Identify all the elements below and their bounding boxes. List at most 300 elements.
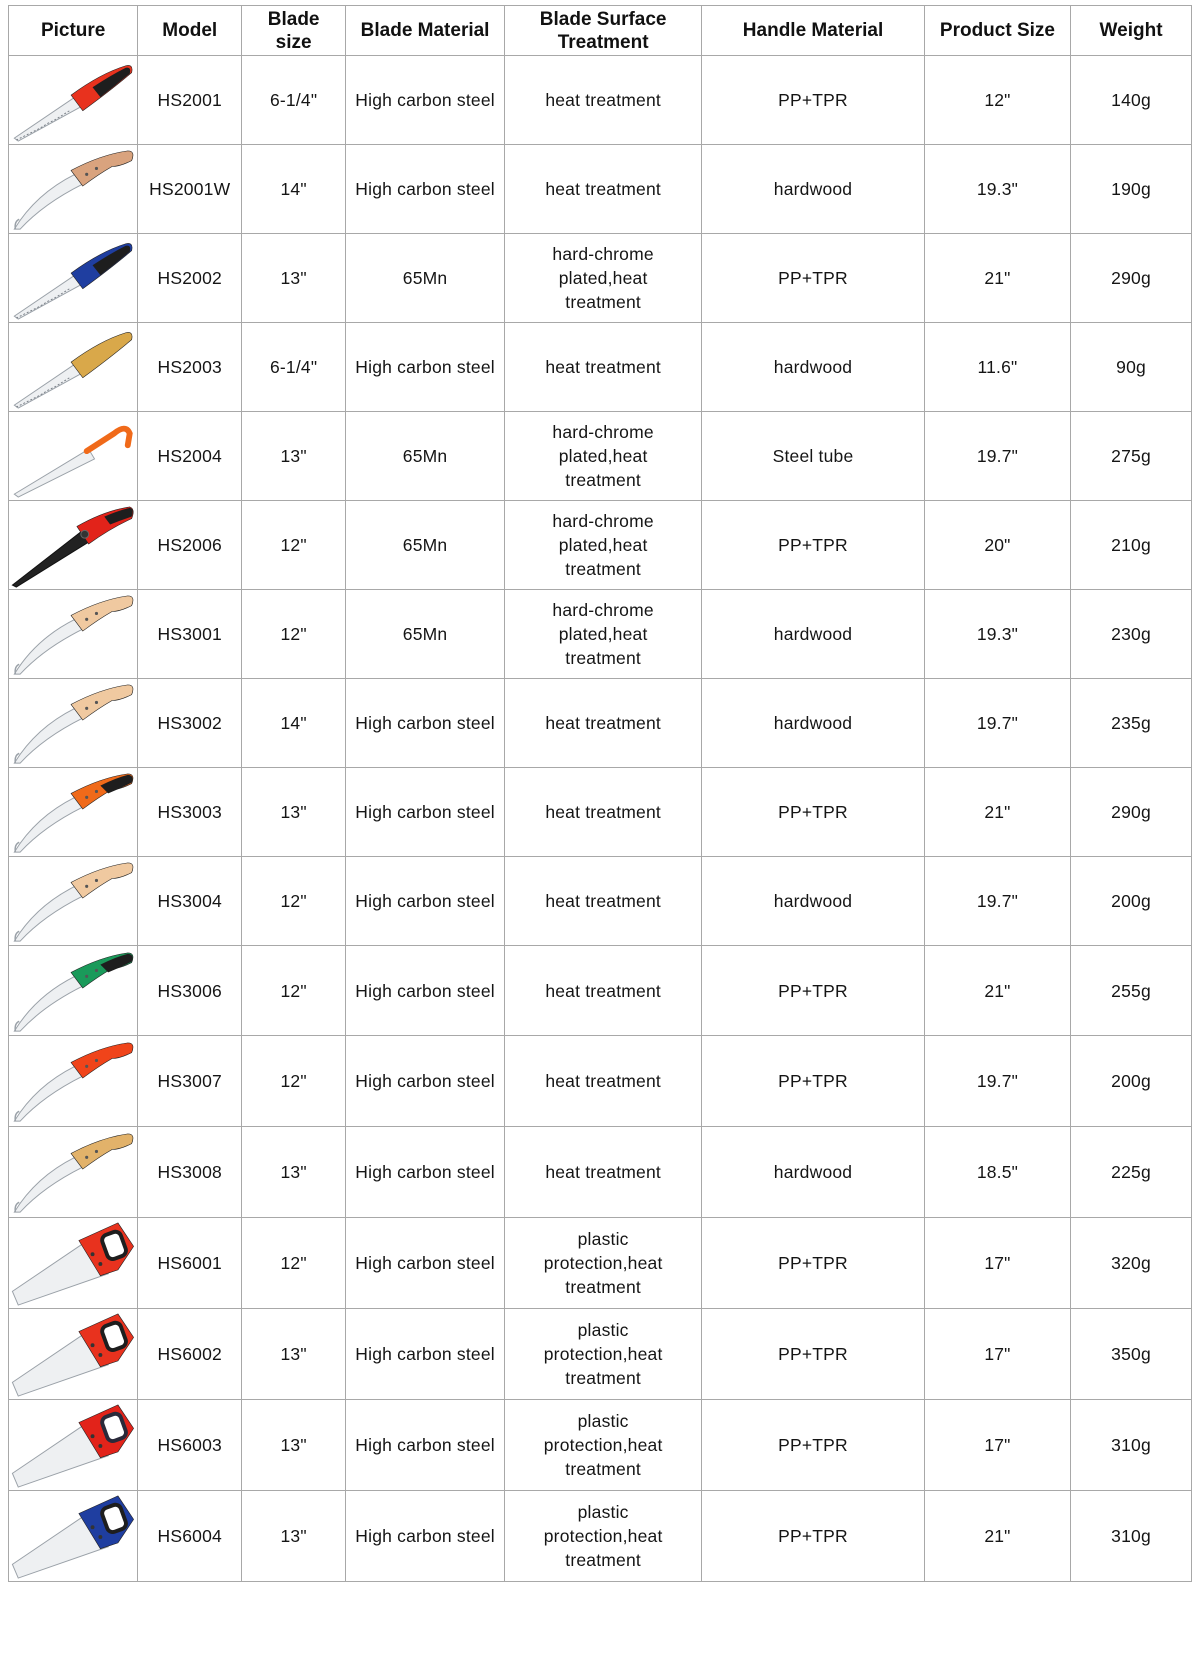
blade-treatment-cell-text: plastic protection,heat treatment [543,1502,663,1570]
blade-treatment-cell-text: heat treatment [545,357,661,377]
model-cell-text: HS3004 [157,891,222,911]
blade-size-cell [242,857,346,946]
handle-material-cell [702,1127,925,1218]
model-cell-text: HS2003 [157,357,222,377]
saw-product-image [9,1219,137,1307]
model-cell [138,1400,242,1491]
table-row [9,323,1192,412]
blade-material-cell-text: High carbon steel [355,90,495,110]
table-row [9,1218,1192,1309]
blade-material-cell [346,1036,505,1127]
blade-size-cell-text: 6-1/4" [269,357,318,377]
weight-cell [1071,501,1192,590]
handle-material-cell-text: Steel tube [772,446,854,466]
blade-material-cell-text: High carbon steel [355,713,495,733]
model-cell [138,323,242,412]
blade-material-cell [346,590,505,679]
model-cell-text: HS6002 [157,1344,222,1364]
model-cell-text: HS3001 [157,624,222,644]
picture-cell [9,1309,138,1400]
table-row [9,56,1192,145]
picture-cell [9,1218,138,1309]
saw-product-image [9,145,137,233]
header-model: Model [138,6,242,56]
picture-cell [9,857,138,946]
product-size-cell-text: 17" [984,1344,1011,1364]
blade-material-cell [346,1127,505,1218]
weight-cell [1071,234,1192,323]
blade-treatment-cell [505,590,702,679]
weight-cell-text: 235g [1111,713,1151,733]
weight-cell [1071,1400,1192,1491]
header-blade-surface-treatment: Blade Surface Treatment [505,6,702,56]
blade-treatment-cell-text: hard-chrome plated,heat treatment [552,511,654,579]
blade-size-cell-text: 13" [280,802,307,822]
product-size-cell [924,412,1070,501]
product-size-cell [924,145,1070,234]
blade-size-cell-text: 14" [280,179,307,199]
header-product-size: Product Size [924,6,1070,56]
saw-product-image [9,1401,137,1489]
weight-cell-text: 230g [1111,624,1151,644]
table-body [9,56,1192,1582]
blade-size-cell [242,145,346,234]
blade-size-cell [242,946,346,1036]
blade-material-cell-text: High carbon steel [355,1253,495,1273]
model-cell-text: HS6004 [157,1526,222,1546]
model-cell [138,1127,242,1218]
model-cell [138,1491,242,1582]
picture-cell [9,56,138,145]
model-cell [138,234,242,323]
picture-cell [9,1127,138,1218]
blade-treatment-cell-text: heat treatment [545,1071,661,1091]
blade-size-cell-text: 13" [280,1344,307,1364]
handle-material-cell [702,590,925,679]
handle-material-cell [702,1491,925,1582]
blade-material-cell-text: High carbon steel [355,1435,495,1455]
blade-treatment-cell-text: heat treatment [545,891,661,911]
blade-material-cell [346,768,505,857]
model-cell [138,857,242,946]
handle-material-cell [702,679,925,768]
blade-size-cell-text: 13" [280,1435,307,1455]
product-size-cell-text: 21" [984,268,1011,288]
product-size-cell [924,679,1070,768]
saw-product-image [9,590,137,678]
handle-material-cell [702,1036,925,1127]
weight-cell-text: 290g [1111,802,1151,822]
blade-treatment-cell [505,1491,702,1582]
weight-cell [1071,590,1192,679]
product-size-cell-text: 21" [984,980,1011,1001]
table-row [9,412,1192,501]
header-handle-material: Handle Material [702,6,925,56]
weight-cell [1071,1218,1192,1309]
model-cell-text: HS6001 [157,1253,222,1273]
picture-cell [9,323,138,412]
blade-treatment-cell [505,857,702,946]
blade-size-cell-text: 12" [280,535,307,555]
blade-material-cell [346,145,505,234]
blade-treatment-cell-text: plastic protection,heat treatment [543,1229,663,1297]
handle-material-cell [702,56,925,145]
blade-treatment-cell [505,679,702,768]
product-size-cell-text: 19.7" [976,891,1019,911]
table-row [9,501,1192,590]
handle-material-cell-text: hardwood [773,891,853,911]
saw-product-image [9,323,137,411]
blade-material-cell [346,857,505,946]
model-cell [138,1309,242,1400]
handle-material-cell-text: PP+TPR [778,1071,848,1091]
model-cell-text: HS2004 [157,446,222,466]
blade-size-cell [242,1218,346,1309]
handle-material-cell-text: PP+TPR [778,535,848,555]
weight-cell-text: 310g [1111,1526,1151,1546]
blade-size-cell-text: 13" [280,268,307,288]
blade-material-cell-text: High carbon steel [355,1071,495,1091]
weight-cell [1071,323,1192,412]
spec-sheet [8,5,1192,1582]
handle-material-cell [702,768,925,857]
weight-cell [1071,679,1192,768]
table-row [9,1491,1192,1582]
table-row [9,1127,1192,1218]
weight-cell-text: 140g [1111,90,1151,110]
header-row [9,6,1192,56]
blade-size-cell [242,323,346,412]
weight-cell-text: 210g [1111,535,1151,555]
blade-treatment-cell [505,1036,702,1127]
saw-product-image [9,412,137,500]
model-cell [138,501,242,590]
model-cell-text: HS3006 [157,980,222,1001]
table-row [9,1309,1192,1400]
blade-material-cell [346,501,505,590]
blade-size-cell-text: 12" [280,891,307,911]
header-blade-size: Blade size [242,6,346,56]
product-size-cell [924,323,1070,412]
blade-treatment-cell [505,768,702,857]
handle-material-cell [702,234,925,323]
blade-material-cell-text: High carbon steel [355,179,495,199]
model-cell [138,412,242,501]
model-cell-text: HS3007 [157,1071,222,1091]
weight-cell-text: 290g [1111,268,1151,288]
table-row [9,234,1192,323]
blade-material-cell [346,1309,505,1400]
blade-treatment-cell-text: plastic protection,heat treatment [543,1411,663,1479]
weight-cell-text: 200g [1111,1071,1151,1091]
blade-material-cell-text: 65Mn [402,535,448,555]
saw-product-image [9,234,137,322]
model-cell [138,1036,242,1127]
model-cell [138,56,242,145]
product-size-cell-text: 17" [984,1253,1011,1273]
handle-material-cell [702,946,925,1036]
blade-material-cell-text: 65Mn [402,268,448,288]
blade-treatment-cell [505,1218,702,1309]
picture-cell [9,768,138,857]
blade-treatment-cell [505,323,702,412]
blade-size-cell [242,1036,346,1127]
weight-cell [1071,1309,1192,1400]
product-size-cell [924,857,1070,946]
product-size-cell-text: 11.6" [977,357,1018,377]
saw-product-image [9,857,137,945]
product-size-cell [924,1491,1070,1582]
blade-size-cell-text: 12" [280,1253,307,1273]
table-row [9,768,1192,857]
blade-size-cell-text: 13" [280,446,307,466]
product-size-cell [924,234,1070,323]
blade-treatment-cell [505,1309,702,1400]
handle-material-cell [702,501,925,590]
model-cell-text: HS2006 [157,535,222,555]
blade-size-cell [242,1127,346,1218]
blade-size-cell [242,56,346,145]
weight-cell-text: 190g [1111,179,1151,199]
product-size-cell-text: 19.3" [976,624,1019,644]
picture-cell [9,501,138,590]
product-size-cell [924,1218,1070,1309]
blade-treatment-cell-text: heat treatment [545,802,661,822]
saw-product-image [9,1128,137,1216]
product-size-cell [924,1309,1070,1400]
blade-treatment-cell [505,145,702,234]
model-cell-text: HS2001 [157,90,222,110]
saw-product-image [9,679,137,767]
blade-material-cell-text: High carbon steel [355,1344,495,1364]
handle-material-cell [702,857,925,946]
weight-cell [1071,412,1192,501]
handle-material-cell-text: hardwood [773,357,853,377]
handle-material-cell-text: hardwood [773,179,853,199]
blade-material-cell [346,234,505,323]
picture-cell [9,412,138,501]
blade-material-cell [346,323,505,412]
blade-treatment-cell [505,501,702,590]
weight-cell-text: 275g [1111,446,1151,466]
blade-treatment-cell [505,1127,702,1218]
handle-material-cell-text: PP+TPR [778,1344,848,1364]
blade-material-cell [346,1491,505,1582]
saw-product-image [9,1492,137,1580]
blade-size-cell [242,1491,346,1582]
blade-material-cell [346,1400,505,1491]
handle-material-cell [702,323,925,412]
blade-treatment-cell [505,946,702,1036]
blade-material-cell [346,1218,505,1309]
table-row [9,145,1192,234]
product-size-cell [924,501,1070,590]
handle-material-cell-text: PP+TPR [778,268,848,288]
model-cell [138,145,242,234]
handle-material-cell-text: PP+TPR [778,1253,848,1273]
blade-size-cell [242,590,346,679]
blade-treatment-cell-text: heat treatment [545,90,661,110]
blade-treatment-cell-text: heat treatment [545,713,661,733]
picture-cell [9,946,138,1036]
blade-treatment-cell-text: heat treatment [545,179,661,199]
blade-size-cell [242,234,346,323]
weight-cell [1071,857,1192,946]
blade-treatment-cell [505,412,702,501]
blade-material-cell [346,946,505,1036]
weight-cell [1071,1491,1192,1582]
table-row [9,946,1192,1036]
picture-cell [9,234,138,323]
weight-cell [1071,1127,1192,1218]
weight-cell-text: 90g [1116,357,1146,377]
handle-material-cell [702,1309,925,1400]
model-cell-text: HS3008 [157,1162,222,1182]
weight-cell-text: 320g [1111,1253,1151,1273]
weight-cell [1071,145,1192,234]
header-blade-material: Blade Material [346,6,505,56]
blade-size-cell-text: 13" [280,1526,307,1546]
product-size-cell-text: 18.5" [976,1162,1019,1182]
blade-size-cell [242,501,346,590]
handle-material-cell [702,412,925,501]
product-size-cell-text: 17" [984,1435,1011,1455]
model-cell-text: HS3003 [157,802,222,822]
blade-size-cell [242,679,346,768]
saw-product-image [9,1310,137,1398]
handle-material-cell-text: hardwood [773,1162,853,1182]
handle-material-cell-text: PP+TPR [778,1435,848,1455]
model-cell [138,1218,242,1309]
blade-treatment-cell-text: hard-chrome plated,heat treatment [552,600,654,668]
blade-material-cell-text: High carbon steel [355,357,495,377]
picture-cell [9,145,138,234]
weight-cell [1071,946,1192,1036]
blade-size-cell [242,768,346,857]
saw-product-image [9,1037,137,1125]
product-size-cell [924,1127,1070,1218]
header-picture: Picture [9,6,138,56]
weight-cell [1071,1036,1192,1127]
model-cell [138,946,242,1036]
blade-treatment-cell-text: hard-chrome plated,heat treatment [552,244,654,312]
product-size-cell [924,590,1070,679]
product-size-cell-text: 21" [984,1526,1011,1546]
blade-treatment-cell [505,234,702,323]
handle-material-cell [702,1400,925,1491]
blade-size-cell [242,1400,346,1491]
product-size-cell [924,1036,1070,1127]
weight-cell-text: 225g [1111,1162,1151,1182]
product-size-cell-text: 19.7" [976,713,1019,733]
product-size-cell [924,768,1070,857]
table-row [9,1036,1192,1127]
product-size-cell-text: 19.7" [976,1071,1019,1091]
blade-material-cell-text: High carbon steel [355,1162,495,1182]
handle-material-cell [702,1218,925,1309]
saw-product-image [9,56,137,144]
blade-size-cell [242,1309,346,1400]
blade-material-cell-text: High carbon steel [355,802,495,822]
saw-product-image [9,768,137,856]
blade-material-cell-text: 65Mn [402,446,448,466]
handle-material-cell-text: PP+TPR [778,90,848,110]
product-size-cell-text: 12" [984,90,1011,110]
weight-cell-text: 310g [1111,1435,1151,1455]
blade-material-cell [346,679,505,768]
blade-size-cell-text: 12" [280,980,307,1001]
blade-treatment-cell-text: hard-chrome plated,heat treatment [552,422,654,490]
saw-product-image [9,947,137,1035]
saw-product-image [9,501,137,589]
picture-cell [9,679,138,768]
blade-treatment-cell [505,1400,702,1491]
blade-treatment-cell-text: plastic protection,heat treatment [543,1320,663,1388]
picture-cell [9,590,138,679]
blade-material-cell-text: High carbon steel [355,891,495,911]
product-spec-table [8,5,1192,1582]
blade-material-cell-text: 65Mn [402,624,448,644]
blade-size-cell-text: 12" [280,1071,307,1091]
table-row [9,679,1192,768]
blade-size-cell-text: 6-1/4" [269,90,318,110]
blade-material-cell-text: High carbon steel [355,980,495,1001]
blade-treatment-cell-text: heat treatment [545,1162,661,1182]
table-row [9,1400,1192,1491]
blade-treatment-cell [505,56,702,145]
handle-material-cell-text: hardwood [773,713,853,733]
weight-cell-text: 255g [1111,980,1151,1001]
header-weight: Weight [1071,6,1192,56]
product-size-cell [924,56,1070,145]
model-cell [138,768,242,857]
table-row [9,857,1192,946]
blade-size-cell-text: 14" [280,713,307,733]
handle-material-cell-text: PP+TPR [778,802,848,822]
model-cell-text: HS3002 [157,713,222,733]
blade-treatment-cell-text: heat treatment [545,980,661,1001]
blade-size-cell-text: 13" [280,1162,307,1182]
handle-material-cell-text: hardwood [773,624,853,644]
model-cell [138,679,242,768]
weight-cell [1071,56,1192,145]
handle-material-cell-text: PP+TPR [778,1526,848,1546]
weight-cell-text: 350g [1111,1344,1151,1364]
product-size-cell-text: 20" [984,535,1011,555]
blade-material-cell [346,412,505,501]
handle-material-cell [702,145,925,234]
product-size-cell-text: 19.7" [976,446,1019,466]
picture-cell [9,1491,138,1582]
model-cell [138,590,242,679]
model-cell-text: HS2002 [157,268,222,288]
blade-material-cell-text: High carbon steel [355,1526,495,1546]
picture-cell [9,1036,138,1127]
product-size-cell [924,1400,1070,1491]
blade-size-cell [242,412,346,501]
handle-material-cell-text: PP+TPR [778,980,848,1001]
product-size-cell-text: 19.3" [976,179,1019,199]
model-cell-text: HS6003 [157,1435,222,1455]
model-cell-text: HS2001W [149,179,231,199]
weight-cell-text: 200g [1111,891,1151,911]
weight-cell [1071,768,1192,857]
blade-material-cell [346,56,505,145]
table-row [9,590,1192,679]
blade-size-cell-text: 12" [280,624,307,644]
picture-cell [9,1400,138,1491]
product-size-cell [924,946,1070,1036]
